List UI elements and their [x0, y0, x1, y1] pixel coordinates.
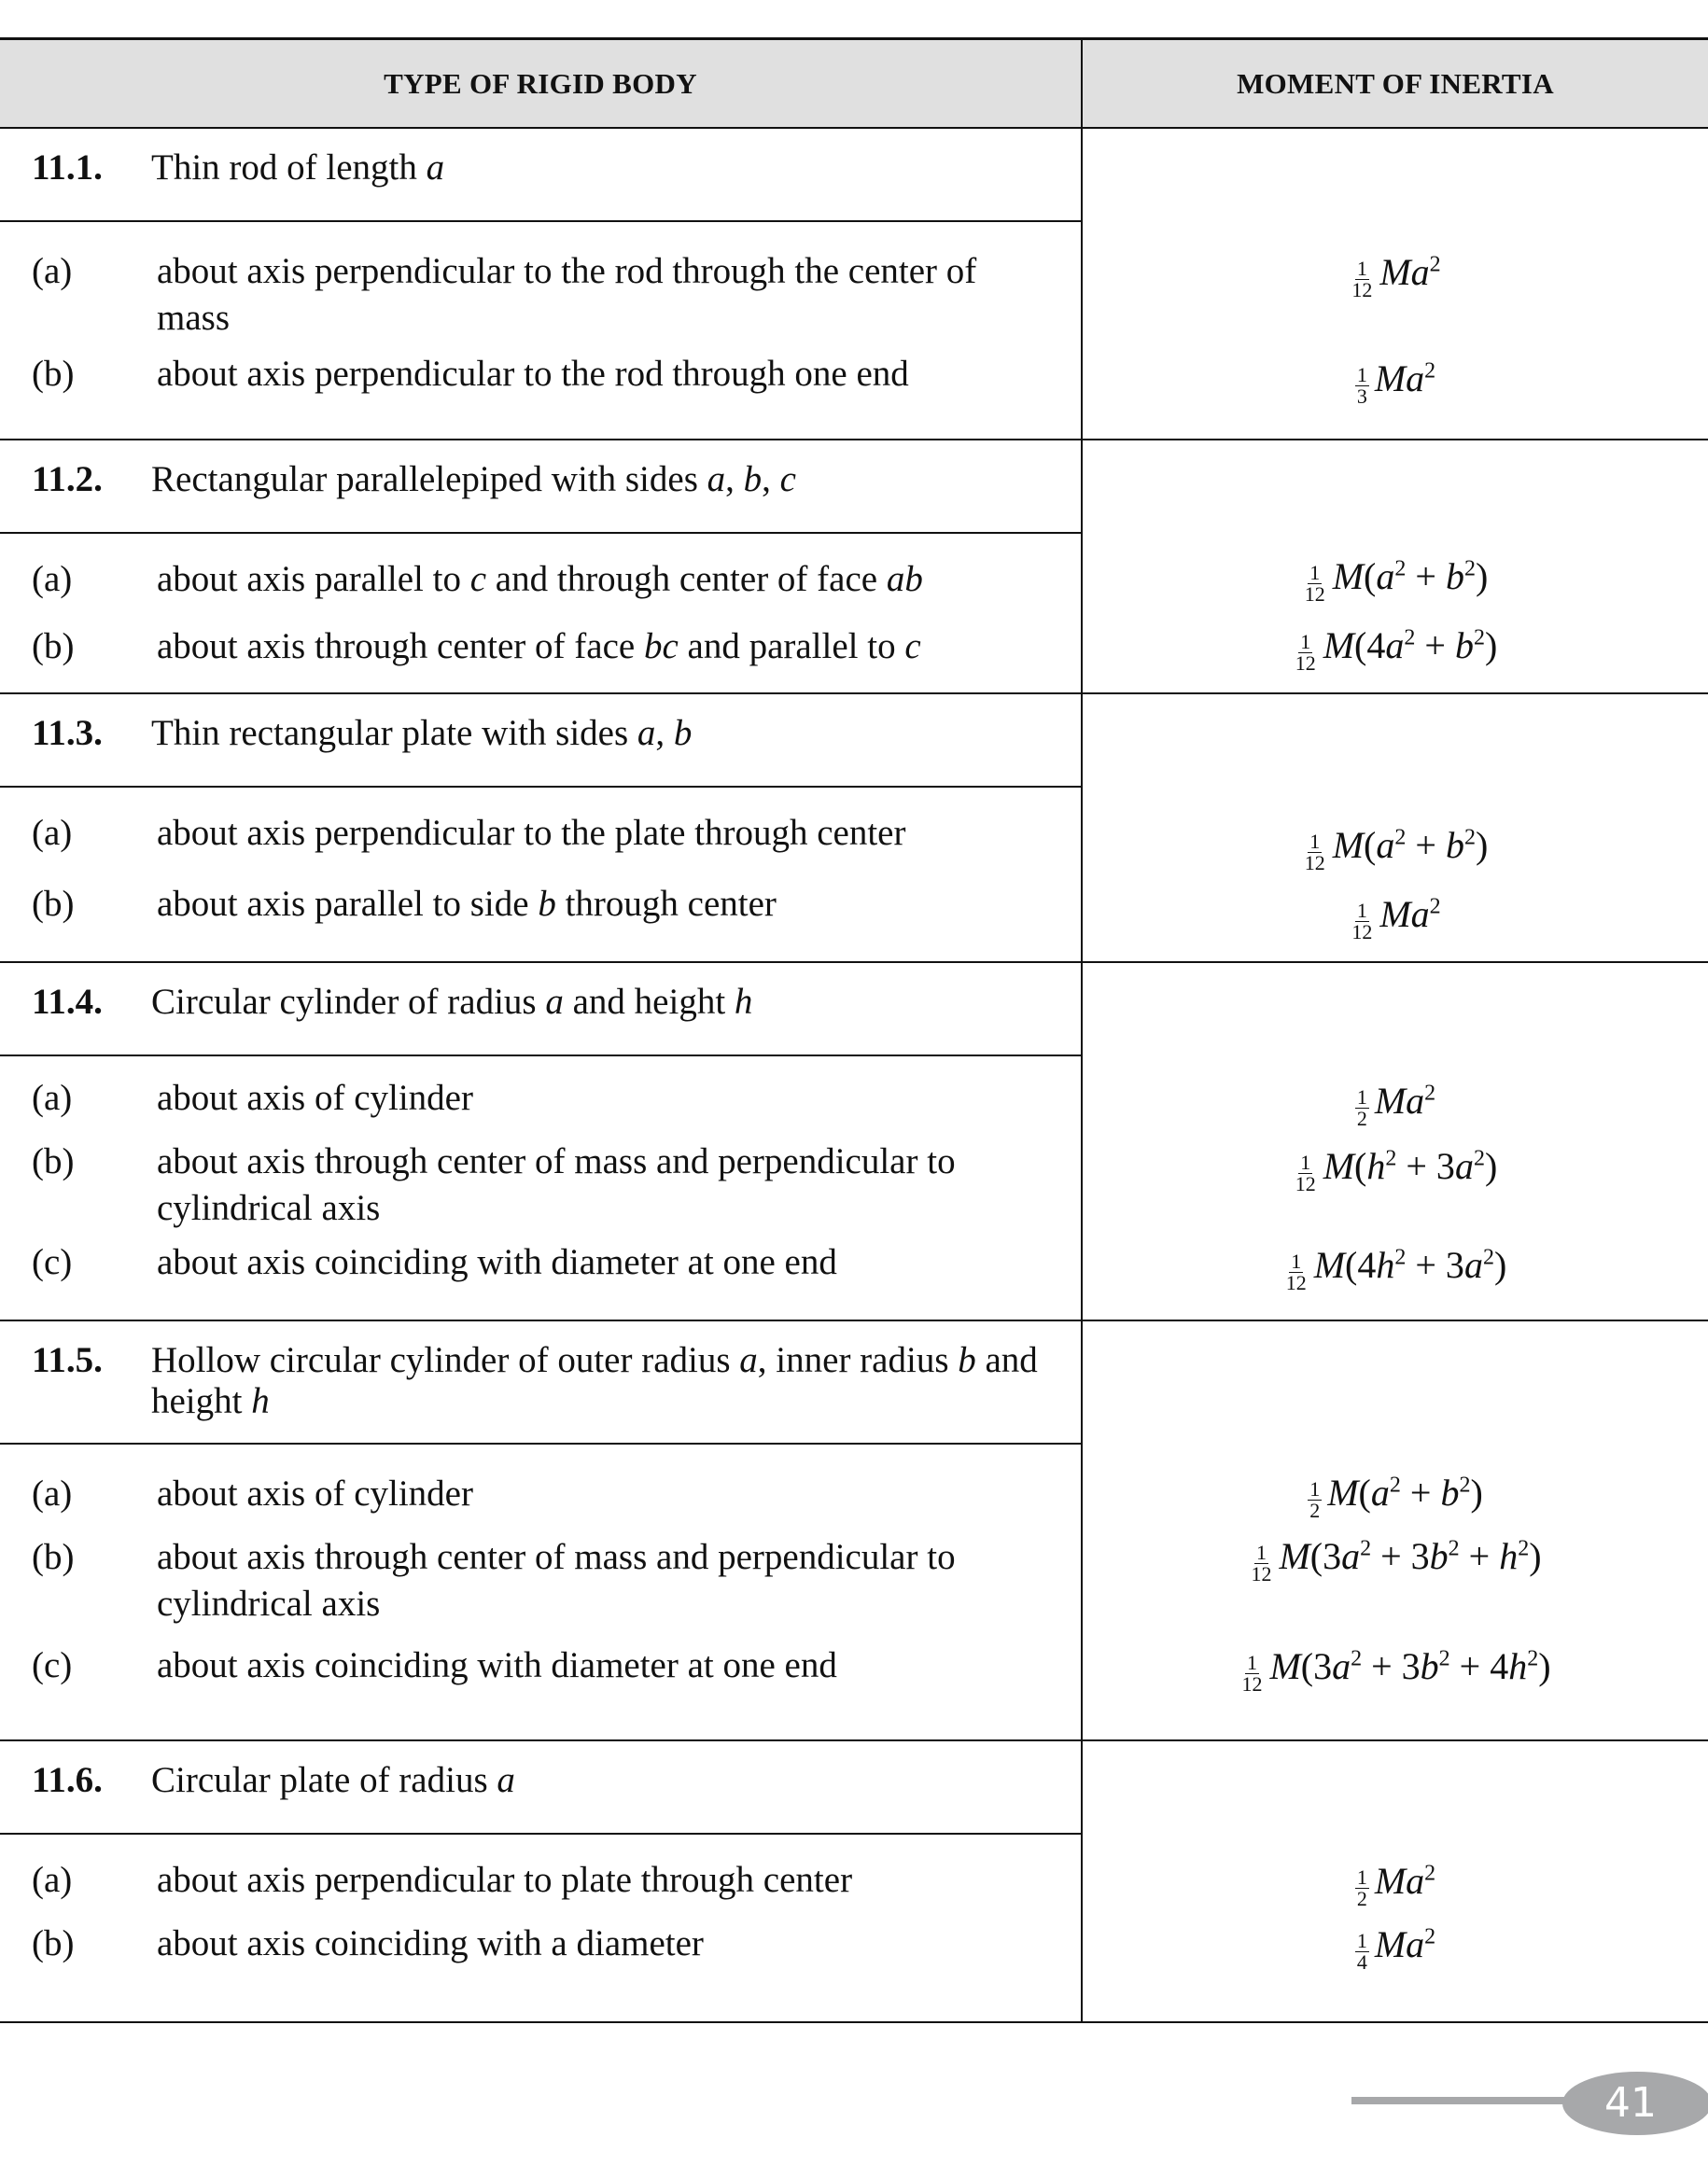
axis-label: (a): [32, 1474, 73, 1514]
section-number: 11.4.: [32, 982, 103, 1022]
section-title-text: Circular cylinder of radius a and height h: [151, 982, 753, 1022]
denominator: 12: [1351, 920, 1373, 944]
moment-formula: [1083, 1534, 1708, 1586]
moment-formula: [1083, 623, 1708, 676]
axis-label: (b): [32, 354, 75, 394]
denominator: 12: [1304, 851, 1325, 875]
section-title-text: Circular plate of radius a: [151, 1760, 515, 1800]
section-title-text: Thin rod of length a: [151, 147, 445, 188]
moment-formula: [1083, 823, 1708, 875]
formula-expression: $M(4a^2 + b^2)$: [1323, 624, 1498, 666]
formula-expression: $M(3a^2 + 3b^2 + 4h^2)$: [1269, 1645, 1551, 1687]
numerator: 1: [1356, 1085, 1367, 1110]
axis-description: about axis parallel to c and through center of face ab: [157, 559, 923, 599]
moment-cell: [1083, 963, 1708, 1320]
header-moment-cell: [1083, 40, 1708, 127]
formula-expression: $M(a^2 + b^2)$: [1332, 555, 1489, 597]
axis-label: (a): [32, 813, 73, 853]
section-title: [0, 694, 1081, 788]
axis-description: about axis perpendicular to plate through center: [157, 1860, 853, 1900]
axis-item: [32, 351, 1053, 398]
numerator: 1: [1356, 1865, 1367, 1890]
section-title: [0, 440, 1081, 534]
axis-label: (a): [32, 1860, 73, 1900]
section-row: [0, 1321, 1708, 1741]
axis-item: [32, 1239, 1053, 1286]
axis-description: about axis through center of mass and perpendicular to cylindrical axis: [157, 1537, 956, 1624]
axis-item: [32, 1075, 1053, 1122]
formula-expression: Ma$^2$: [1374, 357, 1436, 399]
body-type-cell: [0, 694, 1083, 961]
axis-label: (b): [32, 884, 75, 924]
axis-description: about axis coinciding with diameter at one end: [157, 1645, 837, 1685]
formula-expression: $M(4h^2 + 3a^2)$: [1313, 1244, 1507, 1286]
formula-expression: Ma$^2$: [1379, 251, 1441, 293]
section-number: 11.3.: [32, 713, 103, 753]
axis-description: about axis perpendicular to the rod through one end: [157, 354, 909, 394]
axis-list: [0, 534, 1081, 692]
page-number: 41: [1562, 2072, 1708, 2135]
fraction: [1355, 1867, 1369, 1909]
moment-formula: [1083, 356, 1708, 409]
section-title: [0, 963, 1081, 1056]
moment-cell: [1083, 129, 1708, 439]
section-number: 11.6.: [32, 1760, 103, 1800]
moment-formula: [1083, 1859, 1708, 1911]
numerator: 1: [1309, 830, 1321, 854]
body-type-cell: [0, 1741, 1083, 2021]
moment-formula: [1083, 250, 1708, 302]
axis-item: [32, 1471, 1053, 1517]
moment-formula: [1083, 1079, 1708, 1131]
numerator: 1: [1309, 561, 1321, 585]
denominator: 12: [1251, 1562, 1272, 1586]
denominator: 3: [1356, 384, 1367, 409]
fraction: [1350, 258, 1374, 300]
moment-formula: [1083, 1644, 1708, 1697]
moment-of-inertia-table: [0, 37, 1708, 2023]
axis-label: (c): [32, 1645, 73, 1685]
axis-item: [32, 623, 1053, 670]
section-title-text: Thin rectangular plate with sides a, b: [151, 713, 693, 753]
moment-cell: [1083, 440, 1708, 692]
fraction: [1303, 563, 1327, 605]
numerator: 1: [1291, 1250, 1302, 1274]
axis-list: [0, 222, 1081, 439]
page-footer: [1351, 2072, 1708, 2137]
formula-expression: Ma$^2$: [1374, 1080, 1436, 1122]
fraction: [1350, 901, 1374, 943]
section-number: 11.2.: [32, 459, 103, 499]
numerator: 1: [1246, 1651, 1257, 1675]
axis-item: [32, 1921, 1053, 1967]
header-moment: MOMENT OF INERTIA: [1237, 66, 1554, 100]
fraction: [1294, 632, 1318, 674]
denominator: 12: [1295, 1172, 1316, 1196]
formula-expression: $M(3a^2 + 3b^2 + h^2)$: [1279, 1535, 1542, 1577]
numerator: 1: [1356, 899, 1367, 923]
axis-label: (a): [32, 559, 73, 599]
axis-label: (c): [32, 1242, 73, 1282]
header-type-cell: [0, 40, 1083, 127]
axis-list: [0, 1445, 1081, 1739]
section-row: [0, 1741, 1708, 2023]
axis-item: [32, 1642, 1053, 1689]
formula-expression: $M(a^2 + b^2)$: [1332, 824, 1489, 866]
axis-label: (a): [32, 251, 73, 291]
header-type: TYPE OF RIGID BODY: [384, 66, 697, 100]
denominator: 2: [1309, 1499, 1321, 1523]
section-row: [0, 440, 1708, 694]
axis-label: (b): [32, 626, 75, 666]
axis-description: about axis parallel to side b through center: [157, 884, 777, 924]
section-title: [0, 1321, 1081, 1445]
moment-formula: [1083, 1922, 1708, 1975]
axis-description: about axis coinciding with a diameter: [157, 1923, 704, 1963]
formula-expression: $M(a^2 + b^2)$: [1327, 1472, 1483, 1514]
numerator: 1: [1300, 1151, 1311, 1175]
denominator: 2: [1356, 1107, 1367, 1131]
formula-expression: Ma$^2$: [1374, 1860, 1436, 1902]
axis-item: [32, 1534, 1053, 1627]
section-row: [0, 129, 1708, 440]
section-row: [0, 963, 1708, 1321]
denominator: 2: [1356, 1887, 1367, 1911]
fraction: [1249, 1543, 1273, 1585]
denominator: 12: [1295, 651, 1316, 676]
footer-rule: [1351, 2097, 1585, 2104]
body-type-cell: [0, 440, 1083, 692]
denominator: 12: [1285, 1271, 1307, 1295]
section-title: [0, 129, 1081, 222]
body-type-cell: [0, 963, 1083, 1320]
moment-formula: [1083, 892, 1708, 944]
denominator: 12: [1241, 1672, 1263, 1697]
formula-expression: $M(h^2 + 3a^2)$: [1323, 1145, 1498, 1187]
axis-item: [32, 556, 1053, 603]
fraction: [1303, 831, 1327, 873]
numerator: 1: [1356, 257, 1367, 281]
fraction: [1284, 1251, 1309, 1293]
moment-cell: [1083, 694, 1708, 961]
moment-cell: [1083, 1321, 1708, 1739]
section-row: [0, 694, 1708, 963]
denominator: 4: [1356, 1950, 1367, 1975]
fraction: [1308, 1479, 1322, 1521]
axis-list: [0, 1835, 1081, 2021]
section-number: 11.1.: [32, 147, 103, 188]
axis-label: (b): [32, 1141, 75, 1181]
body-type-cell: [0, 129, 1083, 439]
axis-description: about axis perpendicular to the rod through the center of mass: [157, 251, 977, 338]
formula-expression: Ma$^2$: [1374, 1923, 1436, 1965]
fraction: [1355, 1087, 1369, 1129]
axis-item: [32, 1857, 1053, 1904]
formula-expression: Ma$^2$: [1379, 893, 1441, 935]
axis-list: [0, 1056, 1081, 1320]
axis-item: [32, 881, 1053, 928]
axis-label: (a): [32, 1078, 73, 1118]
moment-cell: [1083, 1741, 1708, 2021]
axis-label: (b): [32, 1537, 75, 1577]
fraction: [1355, 365, 1369, 407]
fraction: [1239, 1653, 1264, 1695]
moment-formula: [1083, 1243, 1708, 1295]
axis-list: [0, 788, 1081, 961]
section-title-text: Rectangular parallelepiped with sides a, b, c: [151, 459, 796, 499]
numerator: 1: [1300, 630, 1311, 654]
axis-description: about axis perpendicular to the plate through center: [157, 813, 906, 853]
moment-formula: [1083, 554, 1708, 607]
axis-description: about axis of cylinder: [157, 1078, 473, 1118]
table-header: [0, 40, 1708, 129]
denominator: 12: [1351, 278, 1373, 302]
table-body: [0, 129, 1708, 2023]
section-title-text: Hollow circular cylinder of outer radius a, inner radius b and height h: [151, 1340, 1038, 1421]
axis-item: [32, 248, 1053, 342]
numerator: 1: [1356, 1929, 1367, 1953]
axis-item: [32, 1138, 1053, 1232]
axis-description: about axis coinciding with diameter at one end: [157, 1242, 837, 1282]
section-title: [0, 1741, 1081, 1835]
numerator: 1: [1356, 363, 1367, 387]
denominator: 12: [1304, 582, 1325, 607]
moment-formula: [1083, 1144, 1708, 1196]
numerator: 1: [1309, 1477, 1321, 1502]
body-type-cell: [0, 1321, 1083, 1739]
numerator: 1: [1255, 1541, 1267, 1565]
fraction: [1294, 1152, 1318, 1194]
axis-description: about axis through center of face bc and parallel to c: [157, 626, 921, 666]
fraction: [1355, 1931, 1369, 1973]
moment-formula: [1083, 1471, 1708, 1523]
axis-description: about axis of cylinder: [157, 1474, 473, 1514]
section-number: 11.5.: [32, 1340, 103, 1380]
axis-label: (b): [32, 1923, 75, 1963]
axis-description: about axis through center of mass and perpendicular to cylindrical axis: [157, 1141, 956, 1228]
axis-item: [32, 810, 1053, 857]
